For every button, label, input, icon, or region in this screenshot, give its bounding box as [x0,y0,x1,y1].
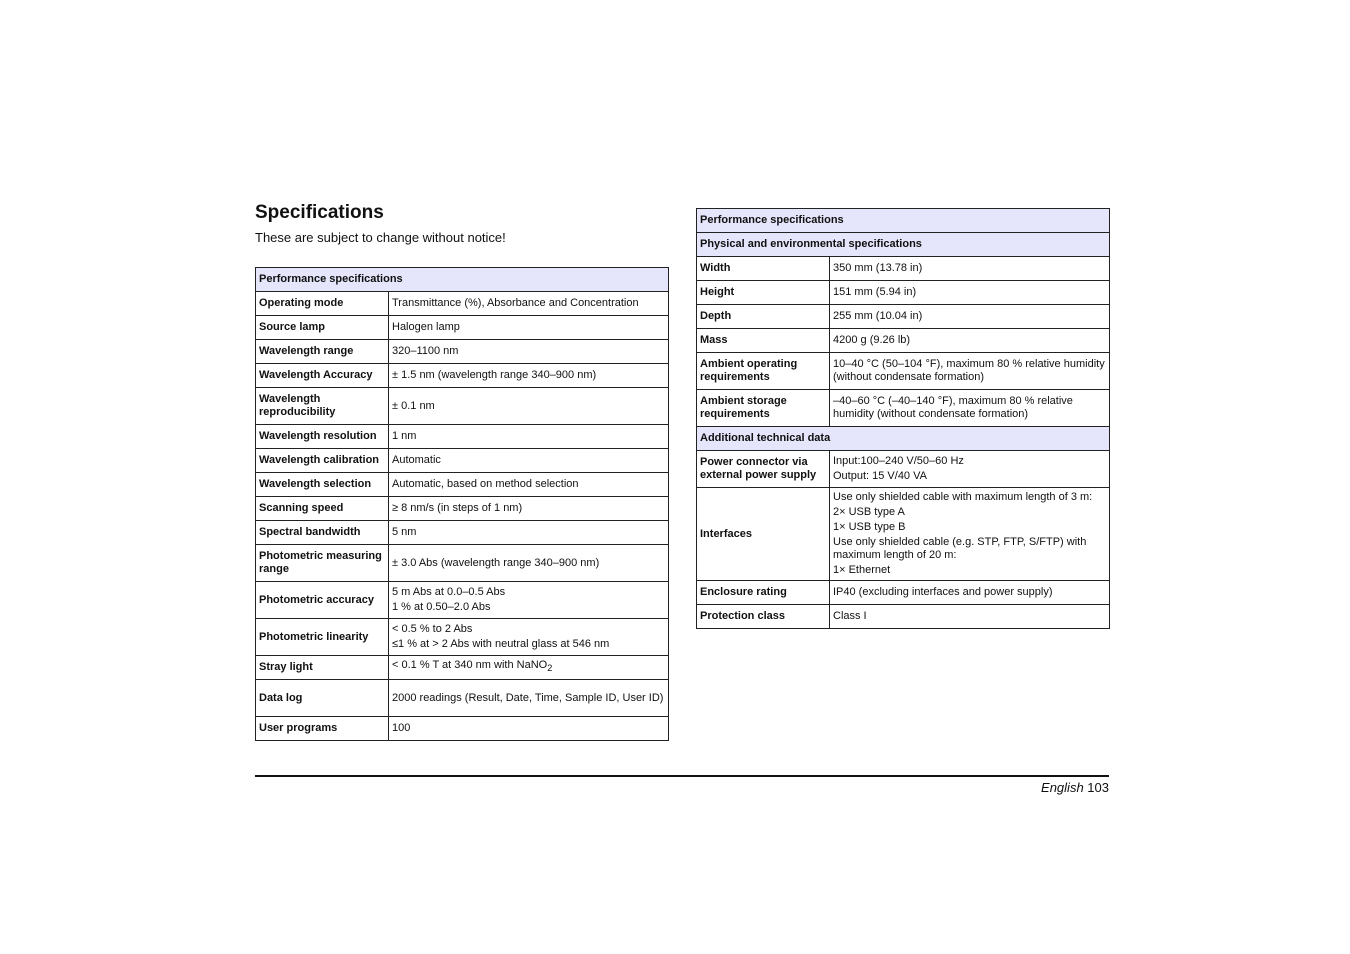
row-label: Stray light [256,656,389,680]
page-subtitle: These are subject to change without notice! [255,230,506,245]
value-line: 1 nm [392,430,417,442]
table-row [697,451,1110,488]
row-label: Operating mode [256,292,389,316]
value-line: ≥ 8 nm/s (in steps of 1 nm) [392,502,523,514]
row-value [830,353,1110,390]
row-value [830,329,1110,353]
value-line: 2× USB type A [833,506,905,518]
table-row [256,717,669,741]
page-title: Specifications [255,202,384,223]
table-row [256,680,669,717]
row-value [830,488,1110,581]
row-label: Photometric accuracy [256,582,389,619]
table-row [256,449,669,473]
physical-specifications-table [696,208,1110,629]
row-label: Photometric measuring range [256,545,389,582]
value-line: ± 3.0 Abs (wavelength range 340–900 nm) [392,556,600,569]
table-row [697,488,1110,581]
row-value [389,680,669,717]
table-row [697,605,1110,629]
row-value [389,545,669,582]
row-value [389,449,669,473]
value-line: 1× Ethernet [833,564,891,576]
row-label: Depth [697,305,830,329]
table-row [256,545,669,582]
row-value [389,582,669,619]
value-line: 350 mm (13.78 in) [833,262,923,274]
row-value [389,619,669,656]
row-value [389,521,669,545]
table-row [256,582,669,619]
value-line: Use only shielded cable with maximum length of 3 m: [833,491,1093,503]
row-value [389,340,669,364]
row-value [830,581,1110,605]
value-line: Automatic, based on method selection [392,478,579,490]
value-line: 4200 g (9.26 lb) [833,334,911,346]
value-subscript: 2 [547,663,553,674]
row-value [830,281,1110,305]
table-row [256,340,669,364]
table-row [697,257,1110,281]
row-value [830,257,1110,281]
table-row [697,329,1110,353]
table-row [256,316,669,340]
value-line: –40–60 °C (–40–140 °F), maximum 80 % relative humidity (without condensate formation) [833,395,1073,420]
value-line: 151 mm (5.94 in) [833,286,917,298]
value-line: Automatic [392,454,441,466]
row-label: Enclosure rating [697,581,830,605]
value-line: 10–40 °C (50–104 °F), maximum 80 % relative humidity (without condensate formation) [833,358,1105,383]
table-row [697,281,1110,305]
row-label: Ambient storage requirements [697,390,830,427]
row-value [830,451,1110,488]
row-label: Mass [697,329,830,353]
value-line: Output: 15 V/40 VA [833,470,927,482]
value-line: Class I [833,610,867,622]
value-line: Transmittance (%), Absorbance and Concentration [392,297,639,309]
row-label: Scanning speed [256,497,389,521]
row-label: Data log [256,680,389,717]
table-row [697,353,1110,390]
footer-rule [255,775,1109,777]
row-label: Protection class [697,605,830,629]
table-row [256,521,669,545]
row-label: Width [697,257,830,281]
row-value [389,364,669,388]
value-line: 2000 readings (Result, Date, Time, Sample ID, User ID) [392,691,664,704]
row-label: Interfaces [697,488,830,581]
row-value [389,425,669,449]
section-header-cell: Performance specifications [697,209,1110,233]
row-label: Height [697,281,830,305]
section-header-cell: Physical and environmental specifications [697,233,1110,257]
row-label: Photometric linearity [256,619,389,656]
row-value [389,388,669,425]
table-row [256,619,669,656]
table-row [697,305,1110,329]
table-row [256,364,669,388]
value-line: < 0.5 % to 2 Abs [392,623,473,635]
row-value [830,305,1110,329]
table-row [697,581,1110,605]
value-line: < 0.1 % T at 340 nm with NaNO [392,659,548,672]
section-header-cell: Performance specifications [256,268,669,292]
section-header-cell: Additional technical data [697,427,1110,451]
row-label: User programs [256,717,389,741]
table-row [697,390,1110,427]
table-section-header [697,427,1110,451]
row-value [389,473,669,497]
footer-language: English [1041,780,1084,795]
footer-page-number: 103 [1087,780,1109,795]
row-label: Wavelength Accuracy [256,364,389,388]
value-line: IP40 (excluding interfaces and power supply) [833,586,1053,598]
table-row [256,388,669,425]
row-label: Ambient operating requirements [697,353,830,390]
row-label: Wavelength range [256,340,389,364]
table-section-header [697,233,1110,257]
value-line: 320–1100 nm [392,345,459,357]
value-line: 100 [392,722,411,734]
row-value [389,292,669,316]
row-label: Power connector via external power supply [697,451,830,488]
value-line: Halogen lamp [392,321,460,333]
row-label: Spectral bandwidth [256,521,389,545]
table-row [256,497,669,521]
row-label: Wavelength calibration [256,449,389,473]
row-value [389,656,669,680]
value-line: Input:100–240 V/50–60 Hz [833,455,964,467]
row-label: Wavelength selection [256,473,389,497]
value-line: ≤1 % at > 2 Abs with neutral glass at 546 nm [392,638,610,650]
table-section-header [697,209,1110,233]
page-footer [1041,780,1109,796]
row-label: Wavelength resolution [256,425,389,449]
value-line: 1× USB type B [833,521,906,533]
row-value [389,717,669,741]
table-section-header [256,268,669,292]
value-line: ± 1.5 nm (wavelength range 340–900 nm) [392,369,597,381]
performance-specifications-table [255,267,669,741]
table-row [256,473,669,497]
value-line: 1 % at 0.50–2.0 Abs [392,601,491,613]
value-line: 5 m Abs at 0.0–0.5 Abs [392,586,506,598]
row-label: Source lamp [256,316,389,340]
row-label: Wavelength reproducibility [256,388,389,425]
value-line: 5 nm [392,526,417,538]
row-value [830,605,1110,629]
value-line: 255 mm (10.04 in) [833,310,923,322]
value-line: ± 0.1 nm [392,399,435,412]
row-value [389,316,669,340]
value-line: Use only shielded cable (e.g. STP, FTP, S/FTP) with maximum length of 20 m: [833,536,1087,561]
row-value [830,390,1110,427]
table-row [256,425,669,449]
table-row [256,292,669,316]
table-row [256,656,669,680]
row-value [389,497,669,521]
